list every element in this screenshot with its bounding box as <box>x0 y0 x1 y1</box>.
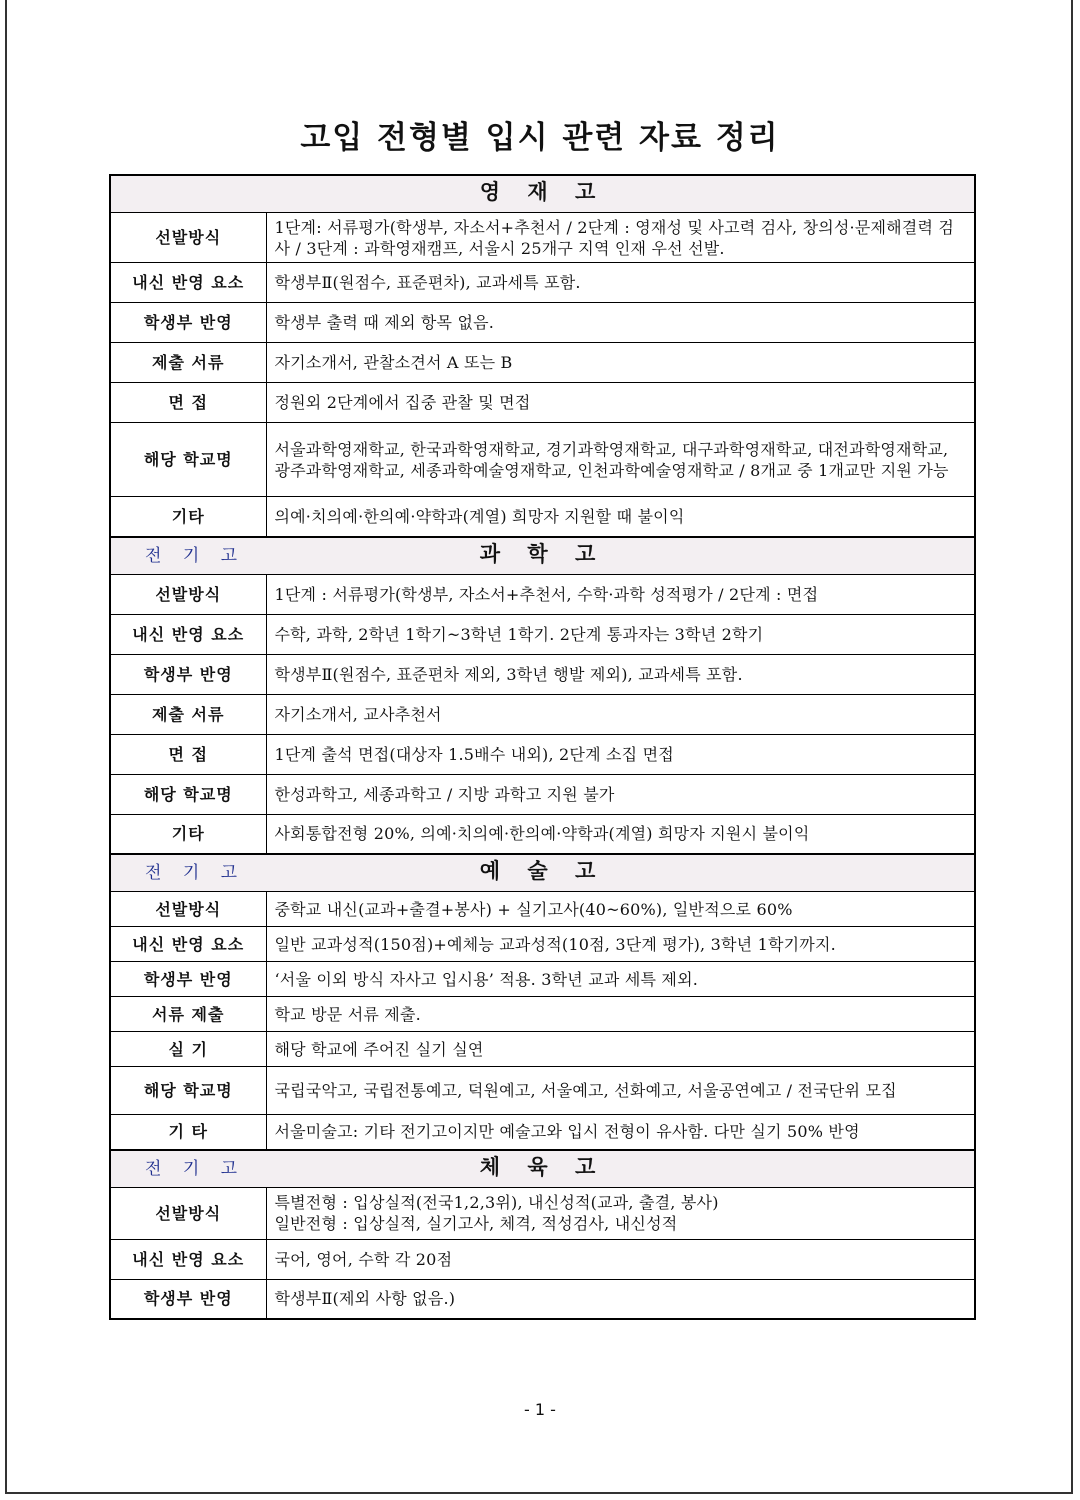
row-label: 기타 <box>110 497 266 537</box>
table-row <box>110 734 975 774</box>
table-row <box>110 654 975 694</box>
table-row <box>110 497 975 537</box>
table-row <box>110 383 975 423</box>
row-value: 1단계 출석 면접(대상자 1.5배수 내외), 2단계 소집 면접 <box>266 734 975 774</box>
row-value: 해당 학교에 주어진 실기 실연 <box>266 1032 975 1067</box>
table-row <box>110 774 975 814</box>
table-row <box>110 892 975 927</box>
row-label: 학생부 반영 <box>110 962 266 997</box>
row-label: 서류 제출 <box>110 997 266 1032</box>
row-label: 해당 학교명 <box>110 774 266 814</box>
row-value: 특별전형 : 입상실적(전국1,2,3위), 내신성적(교과, 출결, 봉사) 일반전형 : 입상실적, 실기고사, 체격, 적성검사, 내신성적 <box>266 1187 975 1239</box>
row-value: 자기소개서, 관찰소견서 A 또는 B <box>266 343 975 383</box>
row-label: 내신 반영 요소 <box>110 1239 266 1279</box>
table-row <box>110 1067 975 1115</box>
row-label: 선발방식 <box>110 892 266 927</box>
row-value: 학교 방문 서류 제출. <box>266 997 975 1032</box>
row-value: 국어, 영어, 수학 각 20점 <box>266 1239 975 1279</box>
section-header-science <box>110 537 975 575</box>
section-header-arts <box>110 854 975 892</box>
section-name: 체 육 고 <box>479 1154 606 1179</box>
row-label: 기타 <box>110 814 266 854</box>
admission-table <box>109 174 976 1320</box>
table-row <box>110 1187 975 1239</box>
row-value: 학생부Ⅱ(원점수, 표준편차), 교과세특 포함. <box>266 263 975 303</box>
table-row <box>110 343 975 383</box>
row-value: 일반 교과성적(150점)+예체능 교과성적(10점, 3단계 평가), 3학년 1학기까지. <box>266 927 975 962</box>
row-value: 사회통합전형 20%, 의예·치의예·한의예·약학과(계열) 희망자 지원시 불이익 <box>266 814 975 854</box>
row-label: 제출 서류 <box>110 343 266 383</box>
row-value: 서울미술고: 기타 전기고이지만 예술고와 입시 전형이 유사함. 다만 실기 50% 반영 <box>266 1115 975 1150</box>
row-value: 자기소개서, 교사추천서 <box>266 694 975 734</box>
section-tag: 전 기 고 <box>145 545 246 566</box>
row-value: 국립국악고, 국립전통예고, 덕원예고, 서울예고, 선화예고, 서울공연예고 / 전국단위 모집 <box>266 1067 975 1115</box>
table-row <box>110 694 975 734</box>
table-row <box>110 814 975 854</box>
row-label: 면 접 <box>110 383 266 423</box>
row-label: 학생부 반영 <box>110 654 266 694</box>
row-value: 학생부Ⅱ(제외 사항 없음.) <box>266 1279 975 1319</box>
row-label: 기 타 <box>110 1115 266 1150</box>
row-label: 해당 학교명 <box>110 1067 266 1115</box>
row-label: 면 접 <box>110 734 266 774</box>
row-label: 내신 반영 요소 <box>110 927 266 962</box>
row-label: 내신 반영 요소 <box>110 614 266 654</box>
row-label: 선발방식 <box>110 574 266 614</box>
section-name: 예 술 고 <box>479 859 606 883</box>
section-tag: 전 기 고 <box>145 1158 246 1179</box>
table-row <box>110 1239 975 1279</box>
row-label: 학생부 반영 <box>110 1279 266 1319</box>
row-label: 선발방식 <box>110 1187 266 1239</box>
row-value: 중학교 내신(교과+출결+봉사) + 실기고사(40~60%), 일반적으로 60% <box>266 892 975 927</box>
table-row <box>110 927 975 962</box>
row-value: 수학, 과학, 2학년 1학기~3학년 1학기. 2단계 통과자는 3학년 2학기 <box>266 614 975 654</box>
row-label: 해당 학교명 <box>110 423 266 497</box>
section-header-yeongjae <box>110 175 975 213</box>
table-row <box>110 263 975 303</box>
row-value: 학생부 출력 때 제외 항목 없음. <box>266 303 975 343</box>
page-number: - 1 - <box>524 1400 556 1419</box>
row-value: 의예·치의예·한의예·약학과(계열) 희망자 지원할 때 불이익 <box>266 497 975 537</box>
row-label: 실 기 <box>110 1032 266 1067</box>
section-header-sports <box>110 1150 975 1188</box>
table-row <box>110 997 975 1032</box>
row-label: 선발방식 <box>110 213 266 263</box>
row-label: 제출 서류 <box>110 694 266 734</box>
table-row <box>110 303 975 343</box>
section-tag: 전 기 고 <box>145 863 246 883</box>
row-value: 정원외 2단계에서 집중 관찰 및 면접 <box>266 383 975 423</box>
table-row <box>110 1032 975 1067</box>
row-value: 1단계 : 서류평가(학생부, 자소서+추천서, 수학·과학 성적평가 / 2단계 : 면접 <box>266 574 975 614</box>
row-value: 1단계: 서류평가(학생부, 자소서+추천서 / 2단계 : 영재성 및 사고력 검사, 창의성·문제해결력 검사 / 3단계 : 과학영재캠프, 서울시 25개구 지역 인재 우선 선발. <box>266 213 975 263</box>
row-label: 학생부 반영 <box>110 303 266 343</box>
row-value: 서울과학영재학교, 한국과학영재학교, 경기과학영재학교, 대구과학영재학교, 대전과학영재학교, 광주과학영재학교, 세종과학예술영재학교, 인천과학예술영재학교 / 8개교 중 1개교만 지원 가능 <box>266 423 975 497</box>
section-name: 영 재 고 <box>479 180 606 204</box>
section-name: 과 학 고 <box>479 541 606 566</box>
document-title: 고입 전형별 입시 관련 자료 정리 <box>300 120 780 156</box>
table-row <box>110 1279 975 1319</box>
row-value: ‘서울 이외 방식 자사고 입시용’ 적용. 3학년 교과 세특 제외. <box>266 962 975 997</box>
table-row <box>110 1115 975 1150</box>
table-row <box>110 213 975 263</box>
table-row <box>110 574 975 614</box>
table-row <box>110 423 975 497</box>
row-value: 학생부Ⅱ(원점수, 표준편차 제외, 3학년 행발 제외), 교과세특 포함. <box>266 654 975 694</box>
table-row <box>110 962 975 997</box>
row-value: 한성과학고, 세종과학고 / 지방 과학고 지원 불가 <box>266 774 975 814</box>
table-row <box>110 614 975 654</box>
row-label: 내신 반영 요소 <box>110 263 266 303</box>
